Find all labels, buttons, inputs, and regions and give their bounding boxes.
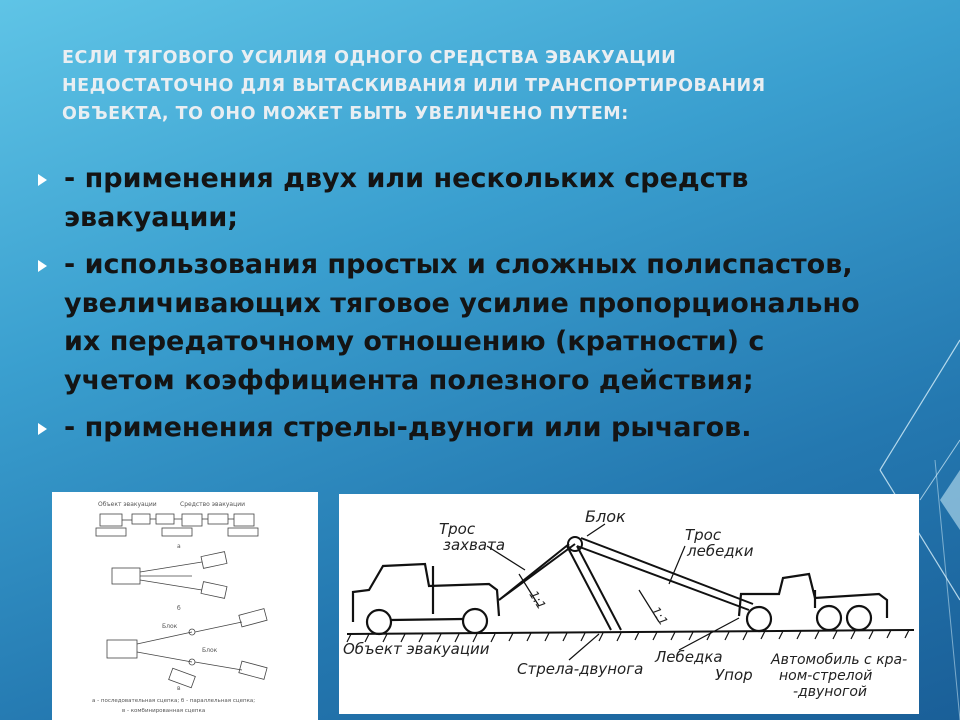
bullet-text: увеличивающих тяговое усилие пропорционально [64, 287, 860, 319]
bullet-item [38, 409, 898, 448]
bullet-text: их передаточному отношению (кратности) с [64, 326, 765, 357]
ratio-label: 1:1 [526, 588, 549, 612]
bullet-text: - использования простых и сложных полиспастов, [64, 249, 853, 280]
a-frame-boom-drawing [339, 494, 919, 714]
bullet-arrow-icon [38, 423, 47, 435]
label-object: Объект эвакуации [343, 640, 490, 658]
label-blok: Блок [585, 507, 626, 526]
title-line: ОБЪЕКТА, ТО ОНО МОЖЕТ БЫТЬ УВЕЛИЧЕНО ПУТЕМ: [62, 104, 629, 124]
bullet-text: - применения двух или нескольких средств [64, 163, 749, 194]
bullet-list [38, 160, 898, 457]
bullet-arrow-icon [38, 260, 47, 272]
bullet-item [38, 246, 898, 400]
label-tros-lebedki: Трос [685, 526, 722, 544]
title-line: ЕСЛИ ТЯГОВОГО УСИЛИЯ ОДНОГО СРЕДСТВА ЭВАКУАЦИИ [62, 48, 677, 68]
figure-label: Объект эвакуации [98, 501, 157, 508]
towing-schemes-drawing [52, 492, 318, 720]
label-lebedka: Лебедка [655, 648, 723, 666]
label-tros-zahvata: захвата [443, 536, 506, 554]
bullet-text: эвакуации; [64, 201, 239, 233]
label-strela: Стрела-двунога [517, 660, 644, 678]
figure-caption: а - последовательная сцепка; б - параллельная сцепка; [92, 698, 256, 704]
towing-schemes-figure [52, 492, 318, 720]
label-auto: ном-стрелой [779, 668, 873, 684]
label-tros-lebedki: лебедки [687, 542, 754, 560]
bullet-item [38, 160, 898, 237]
bullet-arrow-icon [38, 174, 47, 186]
bullet-text: учетом коэффициента полезного действия; [64, 364, 754, 396]
slide-title [62, 44, 862, 128]
bullet-text: - применения стрелы-двуноги или рычагов. [64, 412, 752, 443]
label-auto: Автомобиль с кра- [771, 652, 908, 668]
figure-caption: в - комбинированная сцепка [122, 708, 206, 714]
label-tros-zahvata: Трос [439, 520, 476, 538]
label-upor: Упор [715, 666, 753, 684]
a-frame-boom-figure [339, 494, 919, 714]
figure-label: Блок [162, 623, 178, 630]
figure-label: б [177, 605, 181, 612]
figure-label: а [177, 543, 181, 550]
title-line: НЕДОСТАТОЧНО ДЛЯ ВЫТАСКИВАНИЯ ИЛИ ТРАНСПОРТИРОВАНИЯ [62, 76, 766, 96]
figure-label: в [177, 685, 181, 692]
ratio-label: 1:1 [648, 604, 671, 628]
figure-label: Средство эвакуации [180, 501, 245, 508]
label-auto: -двуногой [793, 684, 868, 700]
figure-label: Блок [202, 647, 218, 654]
